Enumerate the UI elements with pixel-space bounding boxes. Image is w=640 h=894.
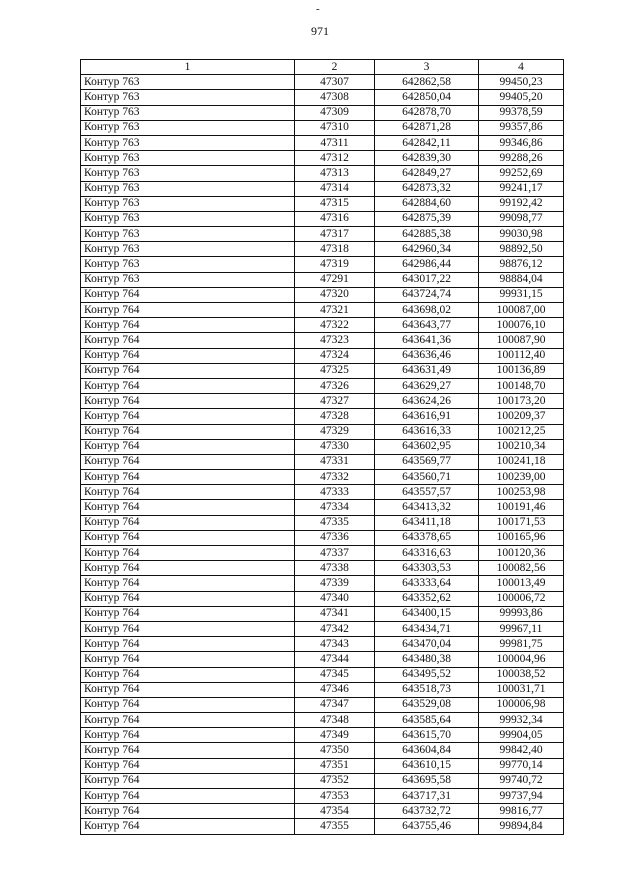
y-coordinate-cell: 99192,42 — [479, 196, 564, 211]
point-number-cell: 47337 — [295, 546, 375, 561]
table-row — [81, 409, 564, 424]
table-row — [81, 667, 564, 682]
y-coordinate-cell: 99816,77 — [479, 804, 564, 819]
point-number-cell: 47354 — [295, 804, 375, 819]
table-header — [81, 60, 564, 75]
y-coordinate-cell: 100013,49 — [479, 576, 564, 591]
contour-cell: Контур 764 — [81, 515, 295, 530]
point-number-cell: 47342 — [295, 621, 375, 636]
table-row — [81, 211, 564, 226]
coordinates-table — [80, 59, 564, 835]
point-number-cell: 47320 — [295, 287, 375, 302]
y-coordinate-cell: 99288,26 — [479, 151, 564, 166]
contour-cell: Контур 763 — [81, 90, 295, 105]
table-row — [81, 287, 564, 302]
x-coordinate-cell: 643698,02 — [375, 303, 479, 318]
table-row — [81, 120, 564, 135]
y-coordinate-cell: 100076,10 — [479, 318, 564, 333]
point-number-cell: 47309 — [295, 105, 375, 120]
column-header-4: 4 — [479, 60, 564, 75]
y-coordinate-cell: 99252,69 — [479, 166, 564, 181]
y-coordinate-cell: 100087,00 — [479, 303, 564, 318]
table-row — [81, 439, 564, 454]
contour-cell: Контур 763 — [81, 242, 295, 257]
point-number-cell: 47333 — [295, 485, 375, 500]
contour-cell: Контур 764 — [81, 363, 295, 378]
point-number-cell: 47343 — [295, 637, 375, 652]
x-coordinate-cell: 642862,58 — [375, 75, 479, 90]
point-number-cell: 47321 — [295, 303, 375, 318]
point-number-cell: 47330 — [295, 439, 375, 454]
contour-cell: Контур 764 — [81, 819, 295, 834]
y-coordinate-cell: 100087,90 — [479, 333, 564, 348]
contour-cell: Контур 764 — [81, 576, 295, 591]
contour-cell: Контур 763 — [81, 196, 295, 211]
contour-cell: Контур 763 — [81, 105, 295, 120]
x-coordinate-cell: 643695,58 — [375, 773, 479, 788]
x-coordinate-cell: 643470,04 — [375, 637, 479, 652]
table-row — [81, 348, 564, 363]
x-coordinate-cell: 643724,74 — [375, 287, 479, 302]
contour-cell: Контур 764 — [81, 530, 295, 545]
y-coordinate-cell: 100239,00 — [479, 470, 564, 485]
point-number-cell: 47314 — [295, 181, 375, 196]
x-coordinate-cell: 643316,63 — [375, 546, 479, 561]
y-coordinate-cell: 99967,11 — [479, 621, 564, 636]
y-coordinate-cell: 99378,59 — [479, 105, 564, 120]
y-coordinate-cell: 100253,98 — [479, 485, 564, 500]
table-row — [81, 682, 564, 697]
point-number-cell: 47318 — [295, 242, 375, 257]
point-number-cell: 47351 — [295, 758, 375, 773]
x-coordinate-cell: 643378,65 — [375, 530, 479, 545]
contour-cell: Контур 763 — [81, 227, 295, 242]
y-coordinate-cell: 99770,14 — [479, 758, 564, 773]
y-coordinate-cell: 99737,94 — [479, 789, 564, 804]
contour-cell: Контур 764 — [81, 348, 295, 363]
x-coordinate-cell: 643303,53 — [375, 561, 479, 576]
page-number: 971 — [311, 24, 329, 38]
point-number-cell: 47348 — [295, 713, 375, 728]
contour-cell: Контур 764 — [81, 804, 295, 819]
y-coordinate-cell: 99931,15 — [479, 287, 564, 302]
table-row — [81, 105, 564, 120]
y-coordinate-cell: 100112,40 — [479, 348, 564, 363]
y-coordinate-cell: 99894,84 — [479, 819, 564, 834]
x-coordinate-cell: 642960,34 — [375, 242, 479, 257]
x-coordinate-cell: 643560,71 — [375, 470, 479, 485]
contour-cell: Контур 764 — [81, 713, 295, 728]
x-coordinate-cell: 642871,28 — [375, 120, 479, 135]
contour-cell: Контур 763 — [81, 75, 295, 90]
table-row — [81, 621, 564, 636]
x-coordinate-cell: 643400,15 — [375, 606, 479, 621]
table-row — [81, 363, 564, 378]
contour-cell: Контур 763 — [81, 120, 295, 135]
table-row — [81, 485, 564, 500]
x-coordinate-cell: 642842,11 — [375, 135, 479, 150]
point-number-cell: 47334 — [295, 500, 375, 515]
column-header-1: 1 — [81, 60, 295, 75]
x-coordinate-cell: 643641,36 — [375, 333, 479, 348]
table-row — [81, 181, 564, 196]
y-coordinate-cell: 99740,72 — [479, 773, 564, 788]
contour-cell: Контур 764 — [81, 743, 295, 758]
contour-cell: Контур 763 — [81, 257, 295, 272]
column-header-3: 3 — [375, 60, 479, 75]
y-coordinate-cell: 100120,36 — [479, 546, 564, 561]
point-number-cell: 47315 — [295, 196, 375, 211]
point-number-cell: 47322 — [295, 318, 375, 333]
x-coordinate-cell: 643631,49 — [375, 363, 479, 378]
x-coordinate-cell: 643602,95 — [375, 439, 479, 454]
table-row — [81, 637, 564, 652]
contour-cell: Контур 763 — [81, 272, 295, 287]
contour-cell: Контур 764 — [81, 500, 295, 515]
x-coordinate-cell: 643604,84 — [375, 743, 479, 758]
y-coordinate-cell: 99405,20 — [479, 90, 564, 105]
y-coordinate-cell: 99357,86 — [479, 120, 564, 135]
y-coordinate-cell: 100209,37 — [479, 409, 564, 424]
point-number-cell: 47344 — [295, 652, 375, 667]
table-row — [81, 227, 564, 242]
table-row — [81, 773, 564, 788]
point-number-cell: 47316 — [295, 211, 375, 226]
table-row — [81, 546, 564, 561]
x-coordinate-cell: 643352,62 — [375, 591, 479, 606]
y-coordinate-cell: 100006,72 — [479, 591, 564, 606]
header-row — [81, 60, 564, 75]
y-coordinate-cell: 100031,71 — [479, 682, 564, 697]
y-coordinate-cell: 99981,75 — [479, 637, 564, 652]
x-coordinate-cell: 643569,77 — [375, 454, 479, 469]
point-number-cell: 47328 — [295, 409, 375, 424]
contour-cell: Контур 764 — [81, 546, 295, 561]
point-number-cell: 47350 — [295, 743, 375, 758]
contour-cell: Контур 764 — [81, 591, 295, 606]
table-row — [81, 652, 564, 667]
contour-cell: Контур 764 — [81, 561, 295, 576]
contour-cell: Контур 763 — [81, 181, 295, 196]
table-row — [81, 804, 564, 819]
point-number-cell: 47332 — [295, 470, 375, 485]
point-number-cell: 47327 — [295, 394, 375, 409]
table-row — [81, 196, 564, 211]
y-coordinate-cell: 100165,96 — [479, 530, 564, 545]
contour-cell: Контур 763 — [81, 135, 295, 150]
point-number-cell: 47311 — [295, 135, 375, 150]
x-coordinate-cell: 643755,46 — [375, 819, 479, 834]
point-number-cell: 47345 — [295, 667, 375, 682]
y-coordinate-cell: 100038,52 — [479, 667, 564, 682]
table-row — [81, 470, 564, 485]
contour-cell: Контур 764 — [81, 682, 295, 697]
table-row — [81, 333, 564, 348]
table-row — [81, 606, 564, 621]
table-row — [81, 713, 564, 728]
contour-cell: Контур 764 — [81, 303, 295, 318]
point-number-cell: 47331 — [295, 454, 375, 469]
y-coordinate-cell: 98884,04 — [479, 272, 564, 287]
x-coordinate-cell: 643732,72 — [375, 804, 479, 819]
x-coordinate-cell: 643434,71 — [375, 621, 479, 636]
y-coordinate-cell: 100004,96 — [479, 652, 564, 667]
y-coordinate-cell: 99346,86 — [479, 135, 564, 150]
y-coordinate-cell: 99904,05 — [479, 728, 564, 743]
table-row — [81, 424, 564, 439]
table-row — [81, 318, 564, 333]
y-coordinate-cell: 100241,18 — [479, 454, 564, 469]
table-row — [81, 378, 564, 393]
x-coordinate-cell: 643717,31 — [375, 789, 479, 804]
point-number-cell: 47308 — [295, 90, 375, 105]
point-number-cell: 47323 — [295, 333, 375, 348]
table-row — [81, 561, 564, 576]
contour-cell: Контур 764 — [81, 378, 295, 393]
x-coordinate-cell: 642884,60 — [375, 196, 479, 211]
point-number-cell: 47291 — [295, 272, 375, 287]
y-coordinate-cell: 99098,77 — [479, 211, 564, 226]
point-number-cell: 47347 — [295, 697, 375, 712]
x-coordinate-cell: 643616,91 — [375, 409, 479, 424]
point-number-cell: 47307 — [295, 75, 375, 90]
contour-cell: Контур 764 — [81, 789, 295, 804]
y-coordinate-cell: 99450,23 — [479, 75, 564, 90]
x-coordinate-cell: 643413,32 — [375, 500, 479, 515]
table-row — [81, 75, 564, 90]
column-header-2: 2 — [295, 60, 375, 75]
contour-cell: Контур 764 — [81, 652, 295, 667]
table-row — [81, 819, 564, 834]
contour-cell: Контур 764 — [81, 637, 295, 652]
x-coordinate-cell: 642850,04 — [375, 90, 479, 105]
contour-cell: Контур 764 — [81, 424, 295, 439]
point-number-cell: 47349 — [295, 728, 375, 743]
y-coordinate-cell: 100210,34 — [479, 439, 564, 454]
table-row — [81, 530, 564, 545]
contour-cell: Контур 764 — [81, 470, 295, 485]
contour-cell: Контур 763 — [81, 151, 295, 166]
y-coordinate-cell: 99030,98 — [479, 227, 564, 242]
table-row — [81, 151, 564, 166]
x-coordinate-cell: 643610,15 — [375, 758, 479, 773]
x-coordinate-cell: 643615,70 — [375, 728, 479, 743]
point-number-cell: 47336 — [295, 530, 375, 545]
table-row — [81, 500, 564, 515]
point-number-cell: 47319 — [295, 257, 375, 272]
y-coordinate-cell: 99241,17 — [479, 181, 564, 196]
y-coordinate-cell: 100173,20 — [479, 394, 564, 409]
point-number-cell: 47317 — [295, 227, 375, 242]
y-coordinate-cell: 100006,98 — [479, 697, 564, 712]
x-coordinate-cell: 642885,38 — [375, 227, 479, 242]
x-coordinate-cell: 643636,46 — [375, 348, 479, 363]
x-coordinate-cell: 642878,70 — [375, 105, 479, 120]
table-row — [81, 454, 564, 469]
contour-cell: Контур 764 — [81, 287, 295, 302]
point-number-cell: 47310 — [295, 120, 375, 135]
y-coordinate-cell: 100212,25 — [479, 424, 564, 439]
contour-cell: Контур 764 — [81, 394, 295, 409]
x-coordinate-cell: 643017,22 — [375, 272, 479, 287]
point-number-cell: 47313 — [295, 166, 375, 181]
table-row — [81, 303, 564, 318]
contour-cell: Контур 764 — [81, 606, 295, 621]
contour-cell: Контур 764 — [81, 773, 295, 788]
contour-cell: Контур 764 — [81, 333, 295, 348]
x-coordinate-cell: 643557,57 — [375, 485, 479, 500]
contour-cell: Контур 764 — [81, 667, 295, 682]
point-number-cell: 47325 — [295, 363, 375, 378]
contour-cell: Контур 764 — [81, 621, 295, 636]
table-row — [81, 576, 564, 591]
contour-cell: Контур 764 — [81, 697, 295, 712]
contour-cell: Контур 764 — [81, 439, 295, 454]
y-coordinate-cell: 99932,34 — [479, 713, 564, 728]
table-row — [81, 135, 564, 150]
point-number-cell: 47346 — [295, 682, 375, 697]
table-row — [81, 743, 564, 758]
y-coordinate-cell: 98892,50 — [479, 242, 564, 257]
x-coordinate-cell: 643616,33 — [375, 424, 479, 439]
contour-cell: Контур 764 — [81, 758, 295, 773]
x-coordinate-cell: 642849,27 — [375, 166, 479, 181]
contour-cell: Контур 764 — [81, 728, 295, 743]
table-row — [81, 90, 564, 105]
table-row — [81, 728, 564, 743]
contour-cell: Контур 763 — [81, 211, 295, 226]
y-coordinate-cell: 99842,40 — [479, 743, 564, 758]
x-coordinate-cell: 642873,32 — [375, 181, 479, 196]
x-coordinate-cell: 643411,18 — [375, 515, 479, 530]
point-number-cell: 47340 — [295, 591, 375, 606]
y-coordinate-cell: 100191,46 — [479, 500, 564, 515]
x-coordinate-cell: 643495,52 — [375, 667, 479, 682]
point-number-cell: 47324 — [295, 348, 375, 363]
x-coordinate-cell: 642986,44 — [375, 257, 479, 272]
y-coordinate-cell: 100148,70 — [479, 378, 564, 393]
table-row — [81, 272, 564, 287]
contour-cell: Контур 764 — [81, 409, 295, 424]
x-coordinate-cell: 643333,64 — [375, 576, 479, 591]
point-number-cell: 47338 — [295, 561, 375, 576]
x-coordinate-cell: 643624,26 — [375, 394, 479, 409]
table-row — [81, 591, 564, 606]
y-coordinate-cell: 98876,12 — [479, 257, 564, 272]
table-row — [81, 257, 564, 272]
y-coordinate-cell: 100171,53 — [479, 515, 564, 530]
point-number-cell: 47335 — [295, 515, 375, 530]
x-coordinate-cell: 643629,27 — [375, 378, 479, 393]
table-row — [81, 697, 564, 712]
y-coordinate-cell: 100082,56 — [479, 561, 564, 576]
point-number-cell: 47353 — [295, 789, 375, 804]
contour-cell: Контур 764 — [81, 485, 295, 500]
point-number-cell: 47339 — [295, 576, 375, 591]
x-coordinate-cell: 643518,73 — [375, 682, 479, 697]
table-row — [81, 758, 564, 773]
point-number-cell: 47355 — [295, 819, 375, 834]
table-row — [81, 789, 564, 804]
point-number-cell: 47312 — [295, 151, 375, 166]
x-coordinate-cell: 643480,38 — [375, 652, 479, 667]
point-number-cell: 47352 — [295, 773, 375, 788]
x-coordinate-cell: 643529,08 — [375, 697, 479, 712]
page-dash: - — [316, 3, 320, 15]
point-number-cell: 47329 — [295, 424, 375, 439]
contour-cell: Контур 764 — [81, 318, 295, 333]
table-body — [81, 75, 564, 834]
y-coordinate-cell: 99993,86 — [479, 606, 564, 621]
y-coordinate-cell: 100136,89 — [479, 363, 564, 378]
point-number-cell: 47326 — [295, 378, 375, 393]
contour-cell: Контур 763 — [81, 166, 295, 181]
table-row — [81, 515, 564, 530]
x-coordinate-cell: 642839,30 — [375, 151, 479, 166]
x-coordinate-cell: 643585,64 — [375, 713, 479, 728]
table-row — [81, 166, 564, 181]
contour-cell: Контур 764 — [81, 454, 295, 469]
x-coordinate-cell: 642875,39 — [375, 211, 479, 226]
table-row — [81, 394, 564, 409]
table-row — [81, 242, 564, 257]
x-coordinate-cell: 643643,77 — [375, 318, 479, 333]
point-number-cell: 47341 — [295, 606, 375, 621]
